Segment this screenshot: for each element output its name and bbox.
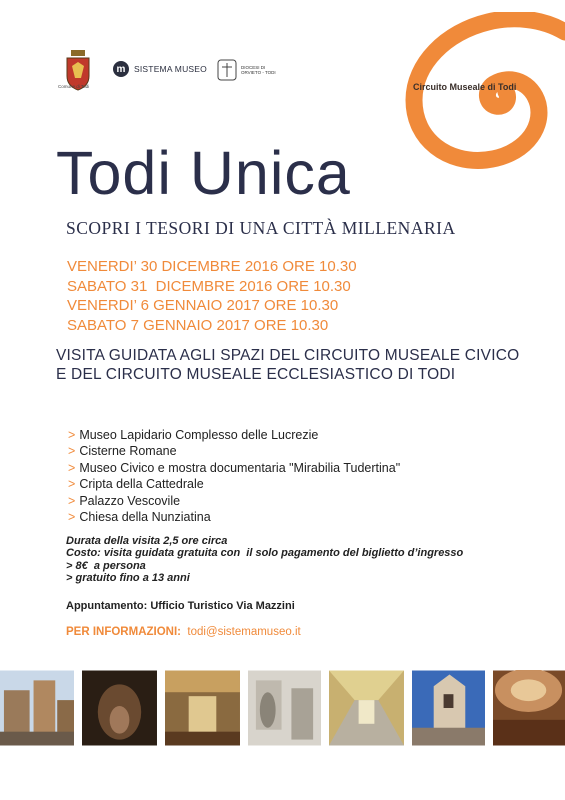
photo-strip xyxy=(0,670,565,746)
vault-fresco-photo xyxy=(493,670,565,746)
circuito-swirl-icon xyxy=(402,12,565,172)
sites-list xyxy=(68,427,400,525)
bullet-icon: > xyxy=(68,444,76,459)
list-item: > Cripta della Cattedrale xyxy=(68,477,204,492)
contact-line xyxy=(66,626,301,638)
church-tower-photo xyxy=(412,670,485,746)
diocesi-emblem-icon xyxy=(216,57,238,83)
info-line: Costo: visita guidata gratuita con il solo pagamento del biglietto d’ingresso xyxy=(66,547,464,560)
list-item: > Cisterne Romane xyxy=(68,444,177,459)
info-line: > gratuito fino a 13 anni xyxy=(66,572,190,585)
page-subtitle: SCOPRI I TESORI DI UNA CITTÀ MILLENARIA xyxy=(66,218,456,238)
info-line: Durata della visita 2,5 ore circa xyxy=(66,535,228,547)
list-item: > Museo Civico e mostra documentaria "Mirabilia Tudertina" xyxy=(68,460,401,475)
corridor-photo xyxy=(329,670,404,746)
sistema-museo-label: SISTEMA MUSEO xyxy=(134,64,207,74)
bullet-icon: > xyxy=(68,493,76,508)
diocesi-label: DIOCESI DI ORVIETO - TODI xyxy=(241,65,276,75)
date-item: SABATO 7 GENNAIO 2017 ORE 10.30 xyxy=(67,316,329,334)
museo-civico-hall-photo xyxy=(165,670,240,746)
diocesi-logo xyxy=(216,57,276,83)
list-item: > Palazzo Vescovile xyxy=(68,493,181,508)
list-item: > Museo Lapidario Complesso delle Lucrezie xyxy=(68,428,319,442)
bullet-icon: > xyxy=(68,428,76,442)
circuito-museale-label: Circuito Museale di Todi xyxy=(413,82,517,92)
date-item: SABATO 31 DICEMBRE 2016 ORE 10.30 xyxy=(67,277,351,295)
bullet-icon: > xyxy=(68,510,76,525)
lapidario-statue-photo xyxy=(248,670,321,746)
meeting-point: Appuntamento: Ufficio Turistico Via Mazzini xyxy=(66,600,295,612)
dates-list xyxy=(67,257,357,335)
date-item: VENERDI’ 6 GENNAIO 2017 ORE 10.30 xyxy=(67,297,339,314)
contact-label: PER INFORMAZIONI: xyxy=(66,626,181,638)
date-item: VENERDI’ 30 DICEMBRE 2016 ORE 10.30 xyxy=(67,258,357,275)
cisterne-photo xyxy=(82,670,157,746)
bullet-icon: > xyxy=(68,477,76,492)
sistema-museo-logo xyxy=(113,61,207,77)
contact-email-link[interactable]: todi@sistemamuseo.it xyxy=(187,626,301,638)
visit-info xyxy=(66,535,463,585)
piazza-palazzi-photo xyxy=(0,670,74,746)
page-title: Todi Unica xyxy=(56,139,351,207)
comune-caption: Comune di Todi xyxy=(58,84,90,89)
list-item: > Chiesa della Nunziatina xyxy=(68,510,211,525)
info-line: > 8€ a persona xyxy=(66,559,146,572)
visit-description: VISITA GUIDATA AGLI SPAZI DEL CIRCUITO MUSEALE CIVICO E DEL CIRCUITO MUSEALE ECCLESIASTICO DI TODI xyxy=(56,347,520,383)
bullet-icon: > xyxy=(68,460,76,475)
sistema-museo-icon: m xyxy=(113,61,129,77)
